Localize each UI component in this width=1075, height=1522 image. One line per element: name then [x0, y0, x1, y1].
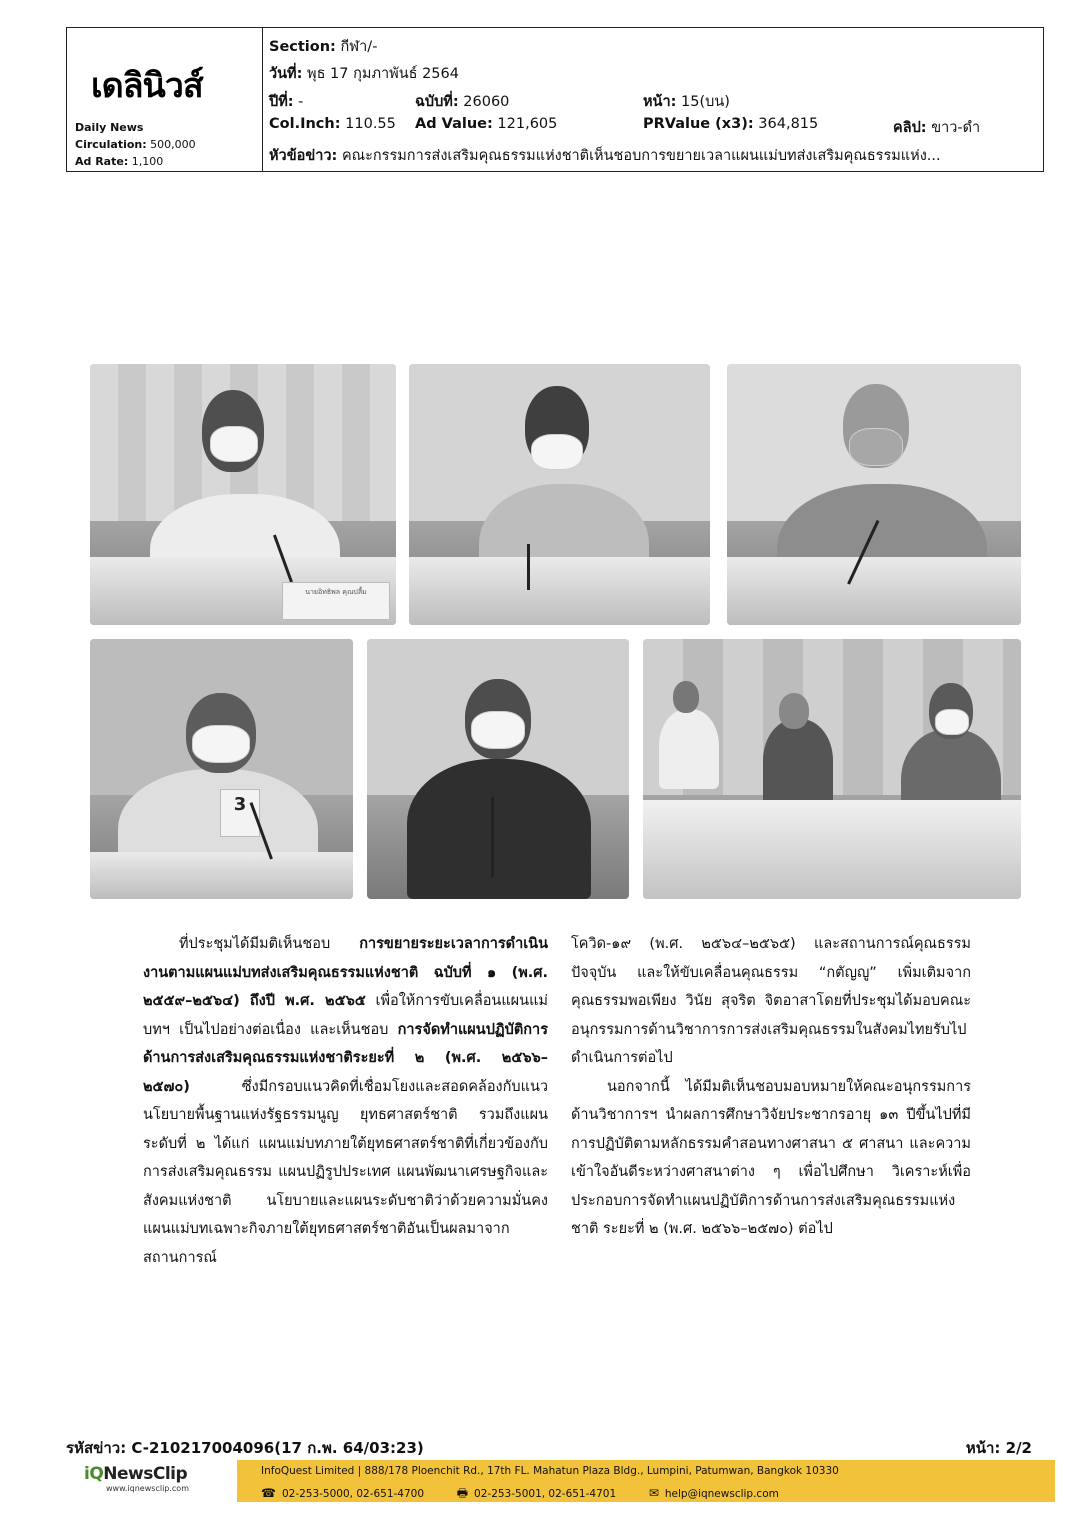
fax-icon: 🖶 — [456, 1486, 469, 1500]
advalue-field: Ad Value: 121,605 — [415, 116, 558, 132]
email-address[interactable]: help@iqnewsclip.com — [664, 1488, 779, 1500]
ad-rate: Ad Rate: 1,100 — [75, 155, 164, 168]
section-row: Section: กีฬา/- — [269, 39, 378, 55]
clip-type-field: คลิป: ขาว-ดำ — [893, 120, 981, 136]
colinch-field: Col.Inch: 110.55 — [269, 116, 396, 132]
publication-info — [67, 28, 263, 171]
photo-monk — [727, 364, 1021, 625]
prvalue-field: PRValue (x3): 364,815 — [643, 116, 819, 132]
nameplate: นายอิทธิพล คุณปลื้ม — [282, 582, 390, 620]
photo-meeting-room — [643, 639, 1021, 899]
fax-numbers: 02-253-5001, 02-651-4701 — [474, 1488, 617, 1500]
news-reference-code: รหัสข่าว: C-210217004096(17 ก.พ. 64/03:23) — [66, 1439, 424, 1457]
headline-row: หัวข้อข่าว: คณะกรรมการส่งเสริมคุณธรรมแห่งชาติเห็นชอบการขยายเวลาแผนแม่บทส่งเสริมคุณธรรมแห่ง... — [269, 148, 941, 164]
seat-number: 3 — [220, 789, 260, 837]
photo-official-2 — [409, 364, 710, 625]
contact-line — [261, 1484, 779, 1505]
company-address: InfoQuest Limited | 888/178 Ploenchit Rd., 17th FL. Mahatun Plaza Bldg., Lumpini, Patumwan, Bangkok 10330 — [261, 1465, 839, 1477]
clip-details — [263, 28, 1043, 171]
photo-official-4 — [90, 639, 353, 899]
iqnewsclip-logo: iQNewsClip www.iqnewsclip.com — [84, 1464, 189, 1493]
email-icon: ✉ — [648, 1486, 659, 1500]
photo-official-5 — [367, 639, 629, 899]
page-field: หน้า: 15(บน) — [643, 94, 730, 110]
contact-bar — [237, 1460, 1055, 1502]
issue-field: ฉบับที่: 26060 — [415, 94, 510, 110]
date-row: วันที่: พุธ 17 กุมภาพันธ์ 2564 — [269, 66, 459, 82]
year-field: ปีที่: - — [269, 94, 304, 110]
article-paragraph: ที่ประชุมได้มีมติเห็นชอบ การขยายระยะเวลาการดำเนินงานตามแผนแม่บทส่งเสริมคุณธรรมแห่งชาติ ฉบับที่ ๑ (พ.ศ. ๒๕๕๙–๒๕๖๔) ถึงปี พ.ศ. ๒๕๖๕ เพื่อให้การขับเคลื่อนแผนแม่บทฯ เป็นไปอย่างต่อเนื่อง และเห็นชอบ การจัดทำแผนปฏิบัติการด้านการส่งเสริมคุณธรรมแห่งชาติระยะที่ ๒ (พ.ศ. ๒๕๖๖–๒๕๗๐) ซึ่งมีกรอบแนวคิดที่เชื่อมโยงและสอดคล้องกับแนวนโยบายพื้นฐานแห่งรัฐธรรมนูญ ยุทธศาสตร์ชาติ รวมถึงแผนระดับที่ ๒ ได้แก่ แผนแม่บทภายใต้ยุทธศาสตร์ชาติที่เกี่ยวข้องกับการส่งเสริมคุณธรรม แผนปฏิรูปประเทศ แผนพัฒนาเศรษฐกิจและสังคมแห่งชาติ นโยบายและแผนระดับชาติว่าด้วยความมั่นคง แผนแม่บทเฉพาะกิจภายใต้ยุทธศาสตร์ชาติอันเป็นผลมาจากสถานการณ์ — [143, 936, 548, 1266]
photo-official-1 — [90, 364, 396, 625]
paper-name: Daily News — [75, 121, 144, 134]
newspaper-logo: เดลินิวส์ — [91, 66, 203, 106]
phone-numbers: 02-253-5000, 02-651-4700 — [281, 1488, 425, 1500]
phone-icon: ☎ — [261, 1486, 276, 1500]
article-paragraph: โควิด-๑๙ (พ.ศ. ๒๕๖๔–๒๕๖๕) และสถานการณ์คุณธรรมปัจจุบัน และให้ขับเคลื่อนคุณธรรม “กตัญญู” เพิ่มเติมจากคุณธรรมพอเพียง วินัย สุจริต จิตอาสาโดยที่ประชุมได้มอบคณะอนุกรรมการด้านวิชาการการส่งเสริมคุณธรรมในสังคมไทยรับไปดำเนินการต่อไป — [571, 936, 971, 1066]
article-column-left — [143, 930, 548, 1272]
article-paragraph: นอกจากนี้ ได้มีมติเห็นชอบมอบหมายให้คณะอนุกรรมการด้านวิชาการฯ นำผลการศึกษาวิจัยประชากรอายุ ๑๓ ปีขึ้นไปที่มีการปฏิบัติตามหลักธรรมคำสอนทางศาสนา ๕ ศาสนา และความเข้าใจอันดีระหว่างศาสนาต่าง ๆ เพื่อไปศึกษา วิเคราะห์เพื่อประกอบการจัดทำแผนปฏิบัติการด้านการส่งเสริมคุณธรรมแห่งชาติ ระยะที่ ๒ (พ.ศ. ๒๕๖๖–๒๕๗๐) ต่อไป — [571, 1078, 971, 1237]
clipping-header — [66, 27, 1044, 172]
page-number: หน้า: 2/2 — [965, 1439, 1032, 1457]
circulation: Circulation: 500,000 — [75, 138, 196, 151]
article-column-right — [571, 930, 971, 1244]
